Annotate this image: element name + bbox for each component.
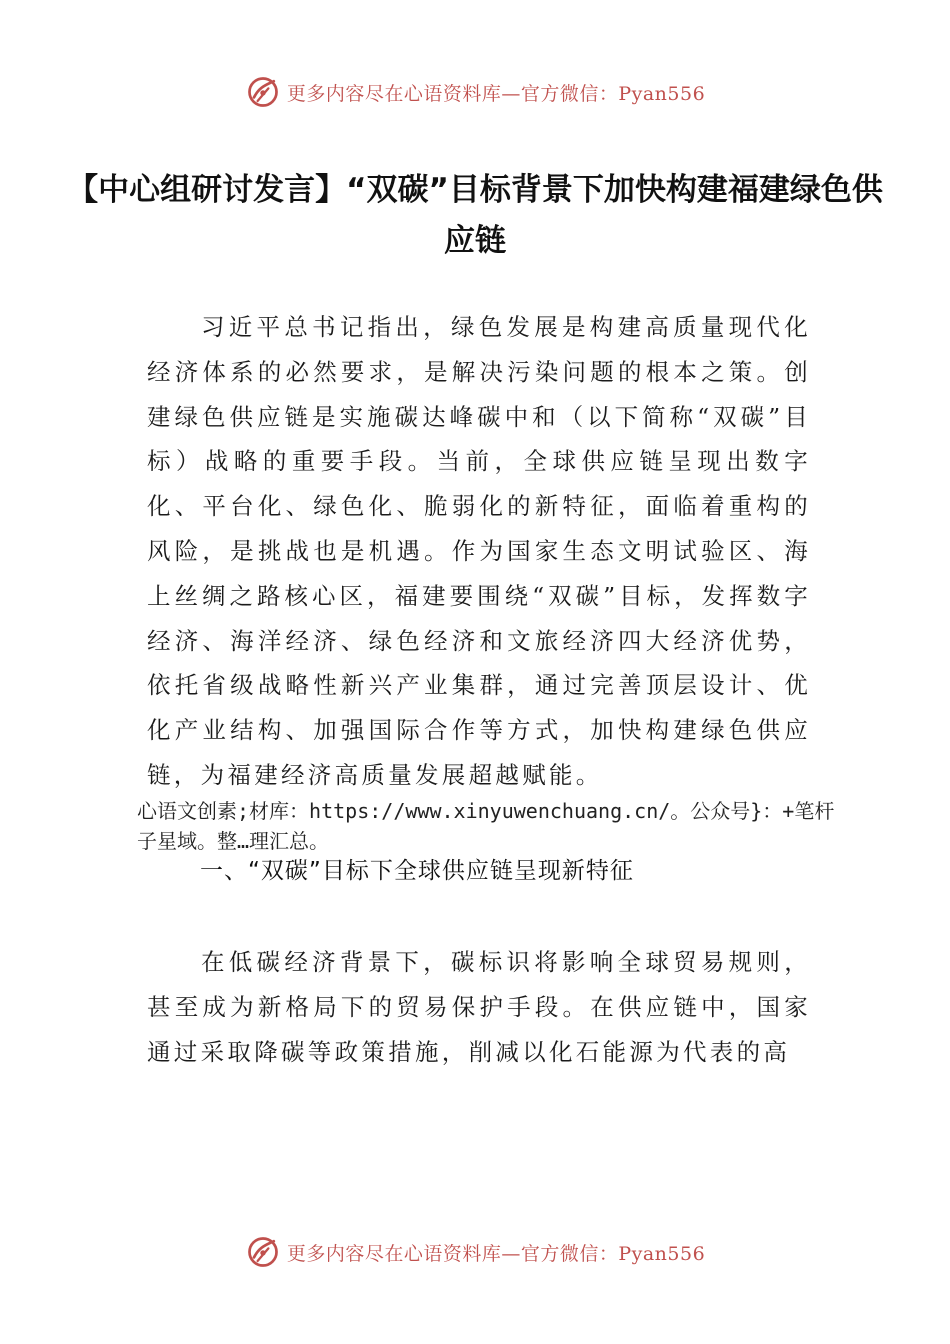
body-paragraph: 习近平总书记指出，绿色发展是构建高质量现代化经济体系的必然要求，是解决污染问题的根本之策。创建绿色供应链是实施碳达峰碳中和（以下简称“双碳”目标）战略的重要手段。当前，全球供应链呈现出数字化、平台化、绿色化、脆弱化的新特征，面临着重构的风险，是挑战也是机遇。作为国家生态文明试验区、海上丝绸之路核心区，福建要围绕“双碳”目标，发挥数字经济、海洋经济、绿色经济和文旅经济四大经济优势，依托省级战略性新兴产业集群，通过完善顶层设计、优化产业结构、加强国际合作等方式，加快构建绿色供应链，为福建经济高质量发展超越赋能。 [147, 313, 811, 789]
source-note: 心语文创素;材库：https://www.xinyuwenchuang.cn/。公众号}：+笔杆子星域。整…理汇总。 [137, 799, 835, 853]
footer-watermark [0, 1232, 950, 1272]
header-watermark [0, 72, 950, 112]
document-title: 【中心组研讨发言】“双碳”目标背景下加快构建福建绿色供应链 [67, 172, 883, 259]
body-paragraph: 在低碳经济背景下，碳标识将影响全球贸易规则，甚至成为新格局下的贸易保护手段。在供应链中，国家通过采取降碳等政策措施，削减以化石能源为代表的高 [147, 948, 811, 1066]
brand-logo-icon [245, 1234, 281, 1270]
section-heading: 一、“双碳”目标下全球供应链呈现新特征 [200, 858, 634, 884]
watermark-text: 更多内容尽在心语资料库—官方微信：Pyan556 [286, 1242, 706, 1265]
brand-logo-icon [245, 74, 281, 110]
watermark-text: 更多内容尽在心语资料库—官方微信：Pyan556 [286, 82, 706, 105]
